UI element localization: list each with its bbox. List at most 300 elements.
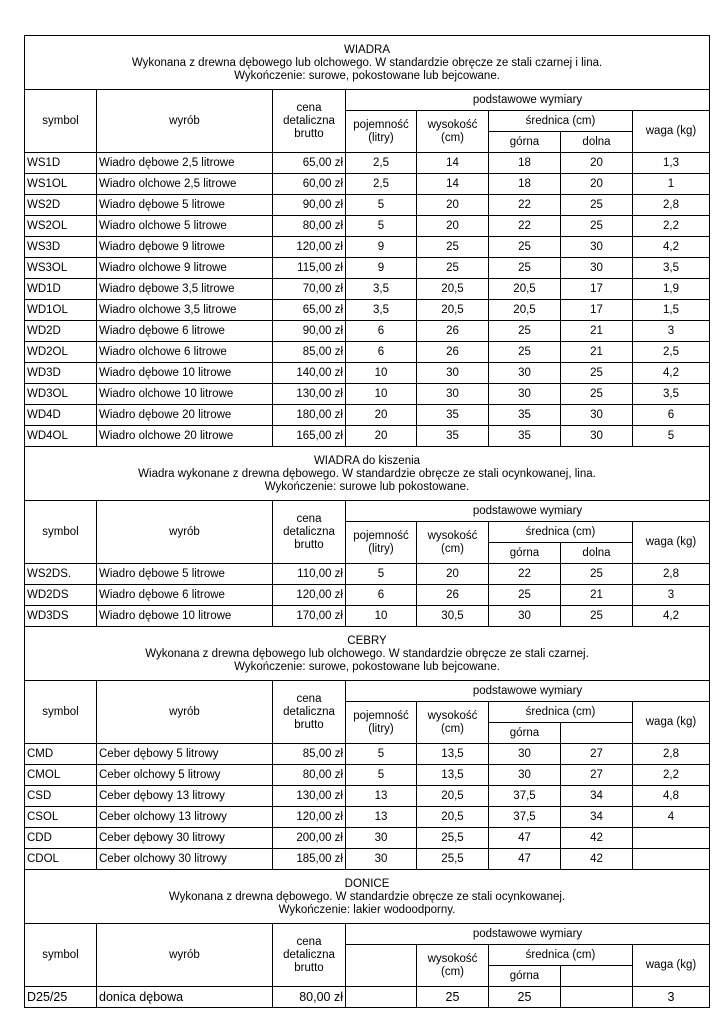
header-weight: waga (kg) bbox=[633, 945, 710, 987]
cell-capacity: 30 bbox=[346, 828, 417, 849]
cell-symbol: WS1D bbox=[25, 153, 97, 174]
cell-capacity: 30 bbox=[346, 849, 417, 870]
cell-product: Wiadro dębowe 6 litrowe bbox=[97, 585, 273, 606]
cell-height: 26 bbox=[417, 321, 489, 342]
section-title: WIADRA do kiszenia bbox=[313, 455, 421, 467]
cell-product: Wiadro dębowe 6 litrowe bbox=[97, 321, 273, 342]
section-header bbox=[25, 447, 710, 501]
header-diameter: średnica (cm) bbox=[489, 702, 633, 723]
column-header-row bbox=[25, 681, 710, 702]
cell-diameter-bottom: 27 bbox=[561, 744, 633, 765]
header-capacity-line-1: pojemność bbox=[353, 118, 409, 131]
cell-symbol: WD4D bbox=[25, 405, 97, 426]
cell-diameter-top: 22 bbox=[489, 564, 561, 585]
cell-diameter-top: 25 bbox=[489, 585, 561, 606]
cell-height: 30 bbox=[417, 384, 489, 405]
table-row bbox=[25, 786, 710, 807]
cell-diameter-bottom: 17 bbox=[561, 300, 633, 321]
cell-capacity: 20 bbox=[346, 405, 417, 426]
cell-height: 25 bbox=[417, 258, 489, 279]
cell-symbol: WS1OL bbox=[25, 174, 97, 195]
cell-symbol: WD4OL bbox=[25, 426, 97, 447]
cell-diameter-top: 35 bbox=[489, 426, 561, 447]
header-dimensions: podstawowe wymiary bbox=[346, 90, 710, 111]
table-row bbox=[25, 849, 710, 870]
section-title-block bbox=[25, 36, 710, 90]
cell-price: 120,00 zł bbox=[273, 237, 346, 258]
section-finish: Wykończenie: surowe, pokostowane lub bejcowane. bbox=[234, 661, 500, 673]
cell-diameter-bottom: 25 bbox=[561, 384, 633, 405]
cell-capacity: 9 bbox=[346, 237, 417, 258]
cell-symbol: WS3OL bbox=[25, 258, 97, 279]
cell-diameter-bottom: 30 bbox=[561, 237, 633, 258]
cell-capacity: 6 bbox=[346, 321, 417, 342]
cell-product: Wiadro dębowe 5 litrowe bbox=[97, 564, 273, 585]
cell-capacity: 2,5 bbox=[346, 174, 417, 195]
cell-diameter-bottom: 21 bbox=[561, 585, 633, 606]
cell-price: 85,00 zł bbox=[273, 744, 346, 765]
header-price-line-3: brutto bbox=[294, 538, 324, 551]
cell-price: 80,00 zł bbox=[273, 765, 346, 786]
header-product: wyrób bbox=[97, 90, 273, 153]
cell-product: Wiadro olchowe 6 litrowe bbox=[97, 342, 273, 363]
cell-diameter-top: 25 bbox=[489, 237, 561, 258]
cell-weight: 4,2 bbox=[633, 237, 710, 258]
cell-symbol: CMOL bbox=[25, 765, 97, 786]
cell-weight: 3 bbox=[633, 585, 710, 606]
header-height-line-2: (cm) bbox=[441, 965, 464, 978]
cell-capacity: 3,5 bbox=[346, 279, 417, 300]
section-title-block bbox=[25, 870, 710, 924]
cell-height: 25 bbox=[417, 237, 489, 258]
cell-diameter-bottom: 30 bbox=[561, 426, 633, 447]
cell-price: 130,00 zł bbox=[273, 786, 346, 807]
cell-product: Wiadro dębowe 10 litrowe bbox=[97, 606, 273, 627]
table-row bbox=[25, 195, 710, 216]
cell-price: 80,00 zł bbox=[273, 987, 346, 1008]
table-row bbox=[25, 363, 710, 384]
cell-product: Wiadro dębowe 10 litrowe bbox=[97, 363, 273, 384]
table-row bbox=[25, 216, 710, 237]
cell-price: 185,00 zł bbox=[273, 849, 346, 870]
cell-diameter-top: 47 bbox=[489, 828, 561, 849]
cell-symbol: WS2DS. bbox=[25, 564, 97, 585]
header-diameter: średnica (cm) bbox=[489, 522, 633, 543]
cell-symbol: CSD bbox=[25, 786, 97, 807]
header-price-line-2: detaliczna bbox=[283, 525, 335, 538]
cell-symbol: CDD bbox=[25, 828, 97, 849]
header-price bbox=[273, 924, 346, 987]
header-diameter-top: górna bbox=[489, 966, 561, 987]
cell-symbol: CMD bbox=[25, 744, 97, 765]
cell-symbol: CSOL bbox=[25, 807, 97, 828]
header-capacity-line-1: pojemność bbox=[353, 529, 409, 542]
header-symbol: symbol bbox=[25, 924, 97, 987]
cell-capacity: 20 bbox=[346, 426, 417, 447]
header-symbol: symbol bbox=[25, 681, 97, 744]
cell-product: Ceber dębowy 13 litrowy bbox=[97, 786, 273, 807]
cell-height: 20,5 bbox=[417, 300, 489, 321]
cell-height: 30,5 bbox=[417, 606, 489, 627]
column-header-row bbox=[25, 501, 710, 522]
cell-symbol: CDOL bbox=[25, 849, 97, 870]
cell-price: 110,00 zł bbox=[273, 564, 346, 585]
cell-diameter-bottom: 25 bbox=[561, 216, 633, 237]
cell-diameter-bottom: 42 bbox=[561, 828, 633, 849]
cell-product: Wiadro dębowe 9 litrowe bbox=[97, 237, 273, 258]
section-header bbox=[25, 870, 710, 924]
section-header bbox=[25, 627, 710, 681]
table-row bbox=[25, 765, 710, 786]
table-row bbox=[25, 321, 710, 342]
cell-weight: 3,5 bbox=[633, 258, 710, 279]
header-capacity bbox=[346, 945, 417, 987]
cell-diameter-bottom: 25 bbox=[561, 606, 633, 627]
table-row bbox=[25, 744, 710, 765]
cell-diameter-top: 37,5 bbox=[489, 807, 561, 828]
cell-symbol: D25/25 bbox=[25, 987, 97, 1008]
cell-price: 90,00 zł bbox=[273, 321, 346, 342]
cell-product: Wiadro olchowe 10 litrowe bbox=[97, 384, 273, 405]
cell-diameter-bottom: 30 bbox=[561, 405, 633, 426]
cell-symbol: WS2OL bbox=[25, 216, 97, 237]
header-price bbox=[273, 90, 346, 153]
cell-weight: 4,2 bbox=[633, 606, 710, 627]
header-diameter: średnica (cm) bbox=[489, 945, 633, 966]
cell-diameter-bottom: 21 bbox=[561, 321, 633, 342]
header-height-line-1: wysokość bbox=[427, 709, 478, 722]
header-price-line-1: cena bbox=[296, 935, 322, 948]
cell-symbol: WS3D bbox=[25, 237, 97, 258]
header-price-line-2: detaliczna bbox=[283, 948, 335, 961]
cell-diameter-bottom: 42 bbox=[561, 849, 633, 870]
cell-diameter-top: 22 bbox=[489, 195, 561, 216]
cell-diameter-top: 18 bbox=[489, 174, 561, 195]
cell-capacity: 10 bbox=[346, 606, 417, 627]
cell-height: 13,5 bbox=[417, 765, 489, 786]
header-diameter: średnica (cm) bbox=[489, 111, 633, 132]
cell-weight: 1,5 bbox=[633, 300, 710, 321]
section-title: WIADRA bbox=[344, 44, 390, 56]
header-capacity bbox=[346, 111, 417, 153]
cell-diameter-top: 20,5 bbox=[489, 300, 561, 321]
cell-price: 85,00 zł bbox=[273, 342, 346, 363]
cell-weight: 2,8 bbox=[633, 564, 710, 585]
header-weight: waga (kg) bbox=[633, 702, 710, 744]
cell-weight: 3 bbox=[633, 321, 710, 342]
cell-diameter-top: 30 bbox=[489, 384, 561, 405]
cell-capacity: 2,5 bbox=[346, 153, 417, 174]
cell-product: Wiadro olchowe 20 litrowe bbox=[97, 426, 273, 447]
table-row bbox=[25, 237, 710, 258]
header-price-line-1: cena bbox=[296, 101, 322, 114]
cell-height: 25,5 bbox=[417, 849, 489, 870]
header-height bbox=[417, 111, 489, 153]
table-row bbox=[25, 585, 710, 606]
cell-diameter-top: 30 bbox=[489, 606, 561, 627]
header-price bbox=[273, 501, 346, 564]
table-row bbox=[25, 153, 710, 174]
header-symbol: symbol bbox=[25, 501, 97, 564]
cell-weight: 4 bbox=[633, 807, 710, 828]
cell-diameter-top: 35 bbox=[489, 405, 561, 426]
header-product: wyrób bbox=[97, 501, 273, 564]
section-title-block bbox=[25, 627, 710, 681]
table-row bbox=[25, 405, 710, 426]
cell-price: 90,00 zł bbox=[273, 195, 346, 216]
cell-capacity: 5 bbox=[346, 195, 417, 216]
cell-price: 115,00 zł bbox=[273, 258, 346, 279]
cell-height: 14 bbox=[417, 174, 489, 195]
header-price-line-2: detaliczna bbox=[283, 705, 335, 718]
cell-capacity: 10 bbox=[346, 384, 417, 405]
cell-diameter-bottom bbox=[561, 987, 633, 1008]
cell-height: 20 bbox=[417, 216, 489, 237]
cell-diameter-bottom: 25 bbox=[561, 195, 633, 216]
cell-diameter-bottom: 27 bbox=[561, 765, 633, 786]
cell-price: 65,00 zł bbox=[273, 153, 346, 174]
cell-weight: 1,3 bbox=[633, 153, 710, 174]
header-diameter-bottom bbox=[561, 723, 633, 744]
cell-product: Wiadro dębowe 20 litrowe bbox=[97, 405, 273, 426]
table-row bbox=[25, 258, 710, 279]
header-dimensions: podstawowe wymiary bbox=[346, 501, 710, 522]
section-finish: Wykończenie: surowe lub pokostowane. bbox=[264, 481, 470, 493]
cell-symbol: WD1D bbox=[25, 279, 97, 300]
header-height-line-2: (cm) bbox=[441, 542, 464, 555]
cell-capacity bbox=[346, 987, 417, 1008]
header-product: wyrób bbox=[97, 924, 273, 987]
cell-height: 30 bbox=[417, 363, 489, 384]
table-row bbox=[25, 807, 710, 828]
cell-symbol: WD2DS bbox=[25, 585, 97, 606]
cell-symbol: WD3D bbox=[25, 363, 97, 384]
cell-height: 14 bbox=[417, 153, 489, 174]
cell-price: 130,00 zł bbox=[273, 384, 346, 405]
cell-product: Wiadro olchowe 2,5 litrowe bbox=[97, 174, 273, 195]
cell-weight: 2,2 bbox=[633, 765, 710, 786]
cell-price: 80,00 zł bbox=[273, 216, 346, 237]
header-capacity-line-2: (litry) bbox=[368, 542, 394, 555]
cell-price: 170,00 zł bbox=[273, 606, 346, 627]
cell-capacity: 5 bbox=[346, 744, 417, 765]
cell-diameter-top: 20,5 bbox=[489, 279, 561, 300]
header-dimensions: podstawowe wymiary bbox=[346, 924, 710, 945]
cell-height: 25 bbox=[417, 987, 489, 1008]
cell-price: 200,00 zł bbox=[273, 828, 346, 849]
cell-height: 25,5 bbox=[417, 828, 489, 849]
cell-price: 120,00 zł bbox=[273, 807, 346, 828]
cell-diameter-top: 22 bbox=[489, 216, 561, 237]
cell-capacity: 5 bbox=[346, 765, 417, 786]
header-diameter-bottom bbox=[561, 966, 633, 987]
cell-product: Wiadro dębowe 3,5 litrowe bbox=[97, 279, 273, 300]
cell-product: Ceber dębowy 30 litrowy bbox=[97, 828, 273, 849]
header-diameter-top: górna bbox=[489, 543, 561, 564]
cell-weight: 2,8 bbox=[633, 744, 710, 765]
table-row bbox=[25, 342, 710, 363]
header-height-line-2: (cm) bbox=[441, 131, 464, 144]
cell-weight: 6 bbox=[633, 405, 710, 426]
header-product: wyrób bbox=[97, 681, 273, 744]
table-row bbox=[25, 564, 710, 585]
header-capacity-line-1: pojemność bbox=[353, 709, 409, 722]
table-row bbox=[25, 300, 710, 321]
cell-height: 13,5 bbox=[417, 744, 489, 765]
cell-height: 35 bbox=[417, 426, 489, 447]
cell-height: 20 bbox=[417, 195, 489, 216]
cell-symbol: WD2OL bbox=[25, 342, 97, 363]
section-description: Wykonana z drewna dębowego. W standardzie obręcze ze stali ocynkowanej. bbox=[168, 891, 566, 903]
table-row bbox=[25, 384, 710, 405]
cell-capacity: 9 bbox=[346, 258, 417, 279]
price-table bbox=[24, 35, 710, 1008]
header-dimensions: podstawowe wymiary bbox=[346, 681, 710, 702]
cell-weight bbox=[633, 849, 710, 870]
header-price-line-2: detaliczna bbox=[283, 114, 335, 127]
header-height-line-1: wysokość bbox=[427, 529, 478, 542]
section-finish: Wykończenie: surowe, pokostowane lub bejcowane. bbox=[234, 70, 500, 82]
cell-diameter-top: 37,5 bbox=[489, 786, 561, 807]
cell-height: 26 bbox=[417, 342, 489, 363]
column-header-row bbox=[25, 924, 710, 945]
table-row bbox=[25, 426, 710, 447]
cell-weight: 2,5 bbox=[633, 342, 710, 363]
cell-weight: 4,8 bbox=[633, 786, 710, 807]
cell-diameter-top: 25 bbox=[489, 342, 561, 363]
header-height bbox=[417, 702, 489, 744]
cell-height: 26 bbox=[417, 585, 489, 606]
header-price-line-3: brutto bbox=[294, 718, 324, 731]
header-diameter-bottom: dolna bbox=[561, 543, 633, 564]
header-weight: waga (kg) bbox=[633, 522, 710, 564]
cell-diameter-top: 25 bbox=[489, 987, 561, 1008]
cell-symbol: WS2D bbox=[25, 195, 97, 216]
cell-product: Ceber olchowy 30 litrowy bbox=[97, 849, 273, 870]
table-row bbox=[25, 828, 710, 849]
cell-product: Wiadro dębowe 2,5 litrowe bbox=[97, 153, 273, 174]
cell-price: 180,00 zł bbox=[273, 405, 346, 426]
header-height-line-2: (cm) bbox=[441, 722, 464, 735]
header-price-line-3: brutto bbox=[294, 127, 324, 140]
cell-capacity: 3,5 bbox=[346, 300, 417, 321]
cell-price: 65,00 zł bbox=[273, 300, 346, 321]
cell-diameter-top: 25 bbox=[489, 321, 561, 342]
header-height bbox=[417, 945, 489, 987]
cell-diameter-bottom: 25 bbox=[561, 564, 633, 585]
cell-capacity: 6 bbox=[346, 342, 417, 363]
table-row bbox=[25, 174, 710, 195]
cell-product: donica dębowa bbox=[97, 987, 273, 1008]
section-description: Wykonana z drewna dębowego lub olchowego. W standardzie obręcze ze stali czarnej. bbox=[145, 648, 589, 660]
cell-weight: 2,2 bbox=[633, 216, 710, 237]
cell-symbol: WD2D bbox=[25, 321, 97, 342]
cell-capacity: 5 bbox=[346, 564, 417, 585]
cell-diameter-bottom: 21 bbox=[561, 342, 633, 363]
cell-diameter-top: 30 bbox=[489, 744, 561, 765]
header-price-line-1: cena bbox=[296, 512, 322, 525]
header-capacity-line-2: (litry) bbox=[368, 722, 394, 735]
section-finish: Wykończenie: lakier wodoodporny. bbox=[278, 904, 456, 916]
cell-height: 20 bbox=[417, 564, 489, 585]
cell-weight: 3,5 bbox=[633, 384, 710, 405]
cell-capacity: 10 bbox=[346, 363, 417, 384]
cell-symbol: WD3OL bbox=[25, 384, 97, 405]
cell-diameter-top: 47 bbox=[489, 849, 561, 870]
cell-price: 60,00 zł bbox=[273, 174, 346, 195]
header-price-line-3: brutto bbox=[294, 961, 324, 974]
cell-diameter-bottom: 25 bbox=[561, 363, 633, 384]
section-description: Wiadra wykonane z drewna dębowego. W standardzie obręcze ze stali ocynkowanej, lina. bbox=[138, 468, 596, 480]
cell-product: Ceber dębowy 5 litrowy bbox=[97, 744, 273, 765]
cell-product: Wiadro olchowe 3,5 litrowe bbox=[97, 300, 273, 321]
section-title-block bbox=[25, 447, 710, 501]
header-price bbox=[273, 681, 346, 744]
cell-diameter-bottom: 20 bbox=[561, 174, 633, 195]
cell-capacity: 13 bbox=[346, 786, 417, 807]
cell-price: 120,00 zł bbox=[273, 585, 346, 606]
cell-weight: 2,8 bbox=[633, 195, 710, 216]
header-height-line-1: wysokość bbox=[427, 952, 478, 965]
header-price-line-1: cena bbox=[296, 692, 322, 705]
cell-diameter-bottom: 17 bbox=[561, 279, 633, 300]
column-header-row bbox=[25, 90, 710, 111]
header-height-line-1: wysokość bbox=[427, 118, 478, 131]
price-list-sheet bbox=[24, 35, 709, 1008]
cell-weight: 1,9 bbox=[633, 279, 710, 300]
header-capacity bbox=[346, 702, 417, 744]
header-capacity-line-2: (litry) bbox=[368, 131, 394, 144]
header-capacity bbox=[346, 522, 417, 564]
section-description: Wykonana z drewna dębowego lub olchowego. W standardzie obręcze ze stali czarnej i lina. bbox=[131, 57, 603, 69]
header-diameter-bottom: dolna bbox=[561, 132, 633, 153]
cell-weight: 3 bbox=[633, 987, 710, 1008]
header-diameter-top: górna bbox=[489, 723, 561, 744]
cell-diameter-bottom: 34 bbox=[561, 786, 633, 807]
cell-symbol: WD1OL bbox=[25, 300, 97, 321]
cell-capacity: 6 bbox=[346, 585, 417, 606]
cell-weight bbox=[633, 828, 710, 849]
cell-diameter-bottom: 34 bbox=[561, 807, 633, 828]
cell-weight: 5 bbox=[633, 426, 710, 447]
section-header bbox=[25, 36, 710, 90]
cell-product: Wiadro olchowe 5 litrowe bbox=[97, 216, 273, 237]
cell-height: 20,5 bbox=[417, 279, 489, 300]
cell-product: Ceber olchowy 5 litrowy bbox=[97, 765, 273, 786]
header-height bbox=[417, 522, 489, 564]
cell-price: 140,00 zł bbox=[273, 363, 346, 384]
cell-diameter-top: 30 bbox=[489, 765, 561, 786]
cell-symbol: WD3DS bbox=[25, 606, 97, 627]
cell-price: 165,00 zł bbox=[273, 426, 346, 447]
section-title: CEBRY bbox=[347, 635, 387, 647]
cell-height: 20,5 bbox=[417, 807, 489, 828]
cell-product: Wiadro dębowe 5 litrowe bbox=[97, 195, 273, 216]
cell-diameter-bottom: 30 bbox=[561, 258, 633, 279]
cell-weight: 1 bbox=[633, 174, 710, 195]
table-row bbox=[25, 606, 710, 627]
header-diameter-top: górna bbox=[489, 132, 561, 153]
header-weight: waga (kg) bbox=[633, 111, 710, 153]
cell-price: 70,00 zł bbox=[273, 279, 346, 300]
cell-capacity: 13 bbox=[346, 807, 417, 828]
cell-diameter-top: 30 bbox=[489, 363, 561, 384]
cell-weight: 4,2 bbox=[633, 363, 710, 384]
cell-product: Wiadro olchowe 9 litrowe bbox=[97, 258, 273, 279]
cell-diameter-top: 18 bbox=[489, 153, 561, 174]
cell-diameter-top: 25 bbox=[489, 258, 561, 279]
header-symbol: symbol bbox=[25, 90, 97, 153]
